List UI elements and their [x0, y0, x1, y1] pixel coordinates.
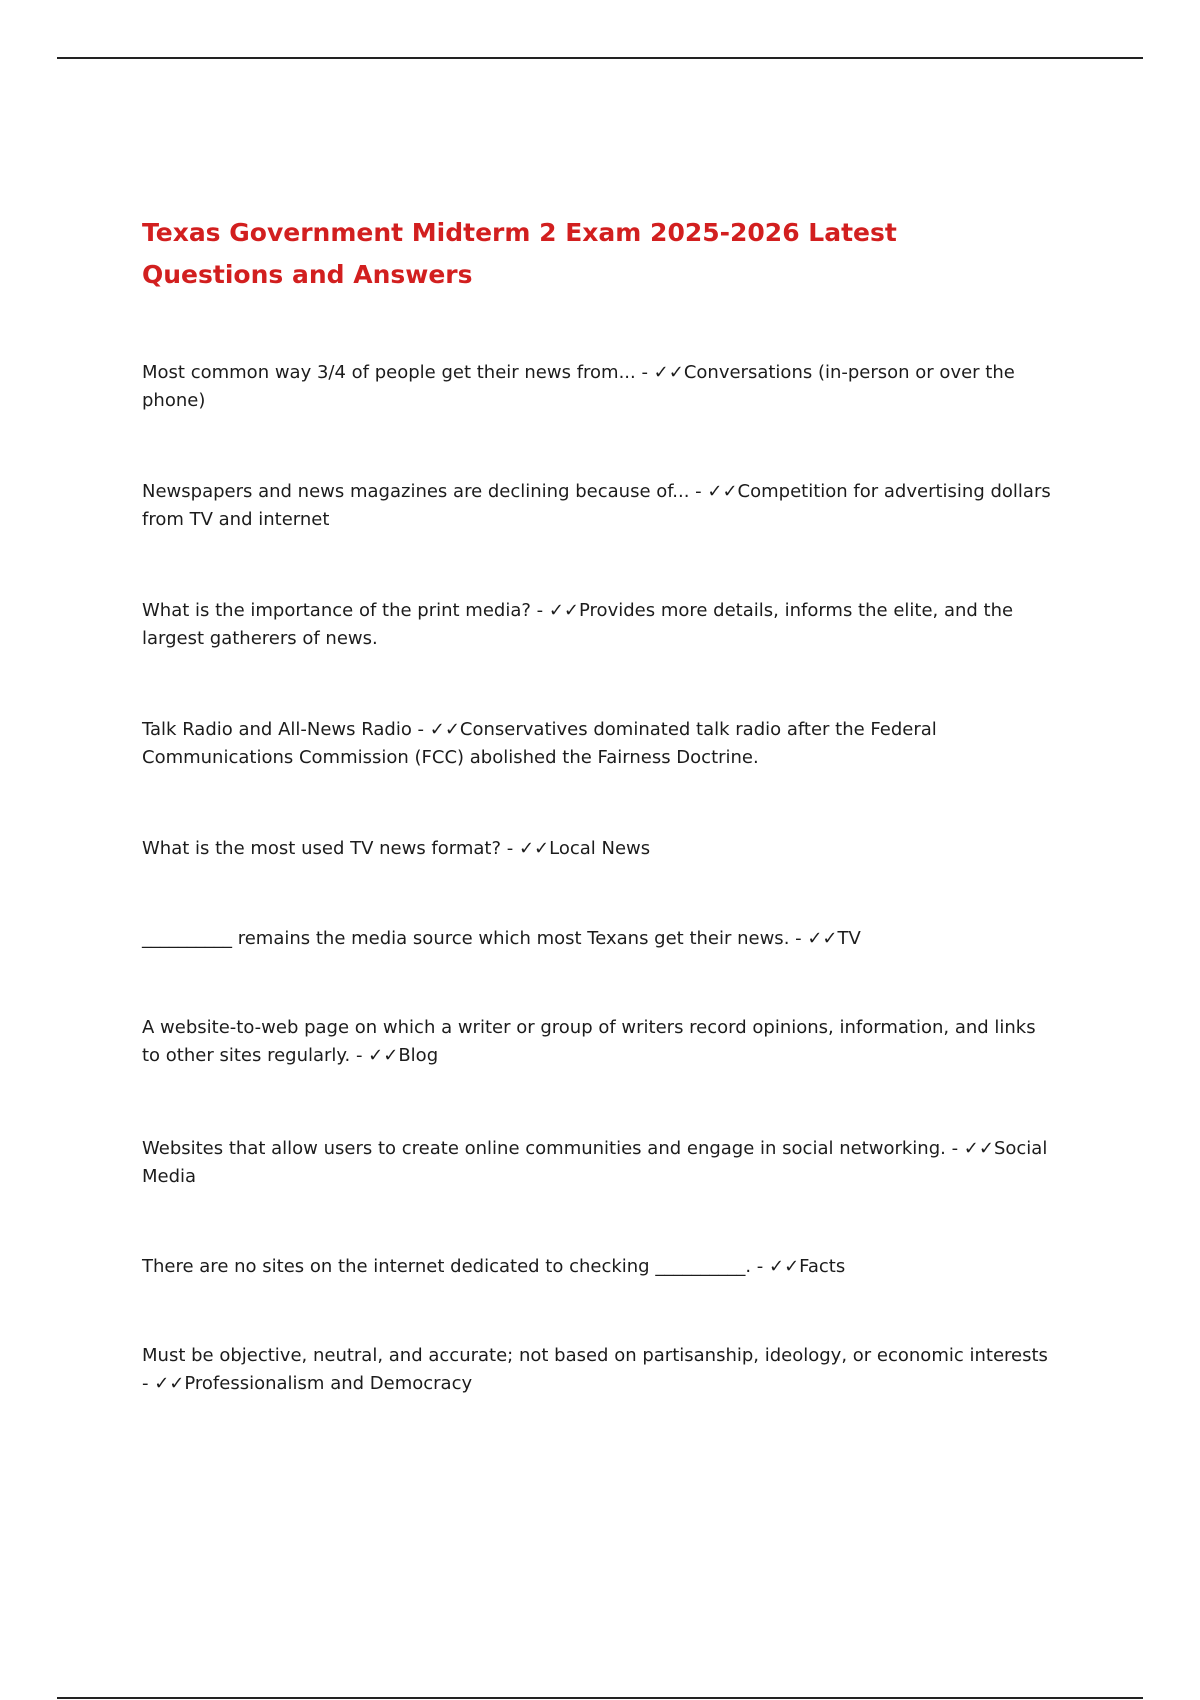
qa-item-1: Most common way 3/4 of people get their news from... - ✓✓Conversations (in-person or over the phone) — [142, 362, 1015, 411]
qa-item-9: There are no sites on the internet dedicated to checking __________. - ✓✓Facts — [142, 1256, 846, 1277]
qa-item-7: A website-to-web page on which a writer or group of writers record opinions, information, and links to other sites regularly. - ✓✓Blog — [142, 1017, 1036, 1066]
document-title: Texas Government Midterm 2 Exam 2025-2026 Latest Questions and Answers — [142, 218, 897, 289]
qa-item-4: Talk Radio and All-News Radio - ✓✓Conservatives dominated talk radio after the Federal Communications Commission (FCC) abolished the Fairness Doctrine. — [142, 719, 937, 768]
qa-item-3: What is the importance of the print media? - ✓✓Provides more details, informs the elite, and the largest gatherers of news. — [142, 600, 1014, 649]
bottom-rule — [57, 1697, 1143, 1699]
qa-item-6: __________ remains the media source which most Texans get their news. - ✓✓TV — [142, 928, 861, 949]
qa-item-10: Must be objective, neutral, and accurate; not based on partisanship, ideology, or economic interests - ✓✓Professionalism and Democracy — [142, 1345, 1048, 1394]
qa-item-2: Newspapers and news magazines are declining because of... - ✓✓Competition for advertising dollars from TV and internet — [142, 481, 1051, 530]
top-rule — [57, 57, 1143, 59]
qa-item-5: What is the most used TV news format? - ✓✓Local News — [142, 838, 651, 859]
qa-item-8: Websites that allow users to create online communities and engage in social networking. - ✓✓Social Media — [142, 1138, 1048, 1187]
